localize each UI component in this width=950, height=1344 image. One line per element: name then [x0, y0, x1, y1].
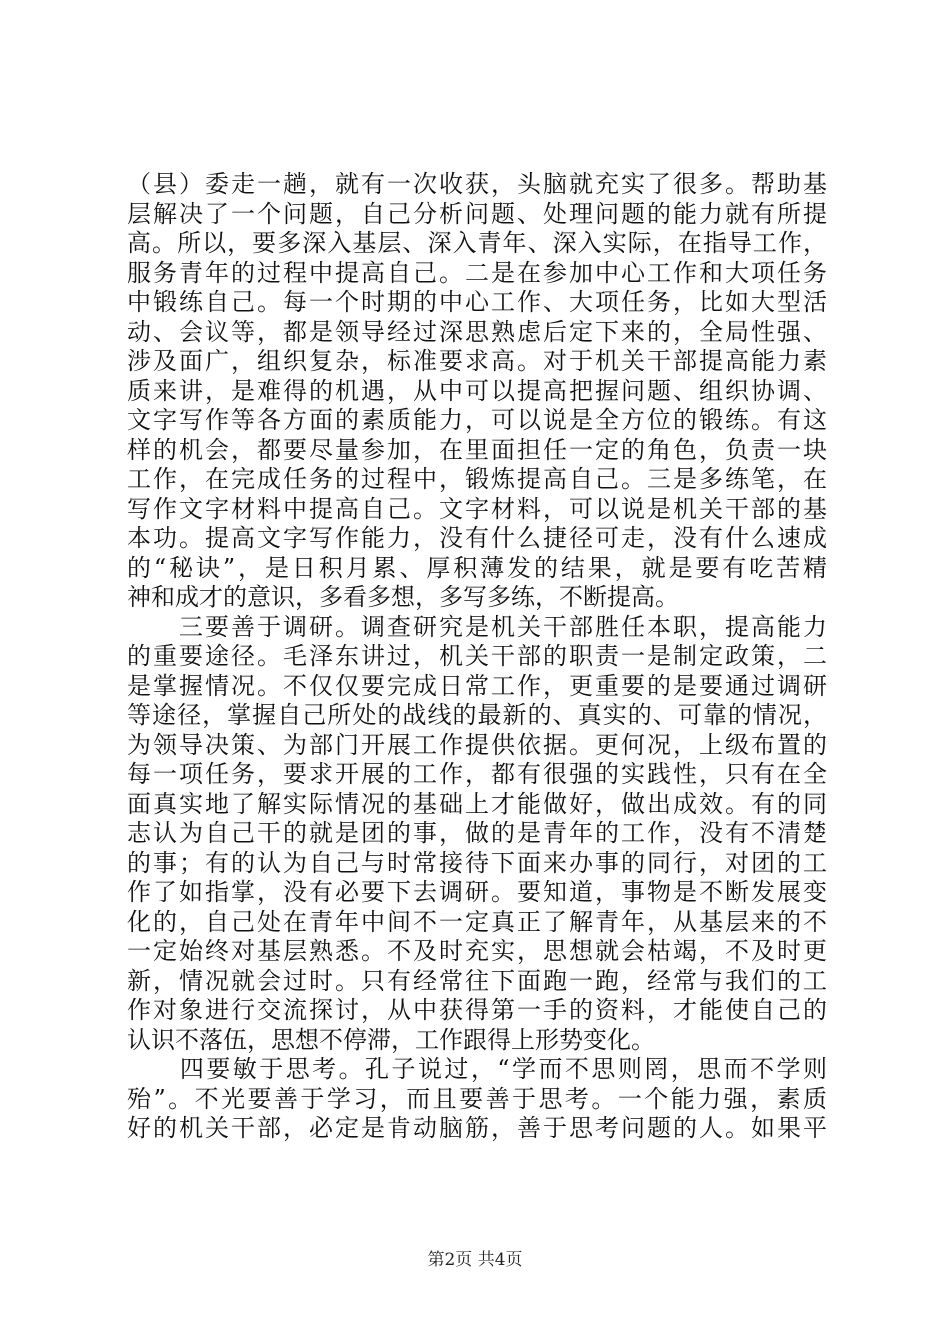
text-line: 作对象进行交流探讨，从中获得第一手的资料，才能使自己的 [127, 996, 827, 1024]
text-line: 好的机关干部，必定是肯动脑筋，善于思考问题的人。如果平 [127, 1114, 827, 1142]
paragraph-3 [127, 1055, 827, 1144]
text-line: 等途径，掌握自己所处的战线的最新的、真实的、可靠的情况， [127, 701, 827, 729]
text-line: 的“秘诀”，是日积月累、厚积薄发的结果，就是要有吃苦精 [127, 553, 827, 582]
text-line: 三要善于调研。调查研究是机关干部胜任本职，提高能力 [127, 612, 827, 641]
text-line: 动、会议等，都是领导经过深思熟虑后定下来的，全局性强、 [127, 317, 827, 346]
text-line: 每一项任务，要求开展的工作，都有很强的实践性，只有在全 [127, 760, 827, 788]
text-line: 认识不落伍，思想不停滞，工作跟得上形势变化。 [127, 1025, 655, 1054]
text-line: 高。所以，要多深入基层、深入青年、深入实际，在指导工作， [127, 229, 827, 257]
text-line: 为领导决策、为部门开展工作提供依据。更何况，上级布置的 [127, 730, 827, 759]
page-number: 第2页 共4页 [427, 1250, 523, 1270]
text-line: 志认为自己干的就是团的事，做的是青年的工作，没有不清楚 [127, 819, 827, 847]
text-line: 化的，自己处在青年中间不一定真正了解青年，从基层来的不 [127, 907, 827, 936]
paragraph-2 [127, 613, 827, 1056]
text-line: 作了如指掌，没有必要下去调研。要知道，事物是不断发展变 [127, 878, 827, 906]
text-line: 神和成才的意识，多看多想，多写多练，不断提高。 [127, 583, 679, 611]
body-text [127, 170, 827, 1144]
text-line: 本功。提高文字写作能力，没有什么捷径可走，没有什么速成 [127, 524, 827, 552]
page-footer [0, 1245, 950, 1270]
text-line: 质来讲，是难得的机遇，从中可以提高把握问题、组织协调、 [127, 376, 827, 405]
text-line: 服务青年的过程中提高自己。二是在参加中心工作和大项任务 [127, 258, 827, 287]
text-line: 的事；有的认为自己与时常接待下面来办事的同行，对团的工 [127, 848, 827, 877]
text-line: 面真实地了解实际情况的基础上才能做好，做出成效。有的同 [127, 789, 827, 818]
text-line: 工作，在完成任务的过程中，锻炼提高自己。三是多练笔，在 [127, 465, 827, 493]
text-line: （县）委走一趟，就有一次收获，头脑就充实了很多。帮助基 [127, 170, 827, 198]
text-line: 涉及面广，组织复杂，标准要求高。对于机关干部提高能力素 [127, 347, 827, 375]
text-line: 文字写作等各方面的素质能力，可以说是全方位的锻练。有这 [127, 406, 827, 434]
text-line: 中锻练自己。每一个时期的中心工作、大项任务，比如大型活 [127, 288, 827, 316]
text-line: 一定始终对基层熟悉。不及时充实，思想就会枯竭，不及时更 [127, 937, 827, 965]
text-line: 是掌握情况。不仅仅要完成日常工作，更重要的是要通过调研 [127, 671, 827, 700]
text-line: 殆”。不光要善于学习，而且要善于思考。一个能力强，素质 [127, 1084, 827, 1113]
text-line: 层解决了一个问题，自己分析问题、处理问题的能力就有所提 [127, 199, 827, 228]
paragraph-1 [127, 170, 827, 613]
text-line: 的重要途径。毛泽东讲过，机关干部的职责一是制定政策，二 [127, 642, 827, 670]
text-line: 新，情况就会过时。只有经常往下面跑一跑，经常与我们的工 [127, 966, 827, 995]
text-line: 写作文字材料中提高自己。文字材料，可以说是机关干部的基 [127, 494, 827, 523]
text-line: 样的机会，都要尽量参加，在里面担任一定的角色，负责一块 [127, 435, 827, 464]
text-line: 四要敏于思考。孔子说过，“学而不思则罔，思而不学则 [127, 1055, 827, 1083]
